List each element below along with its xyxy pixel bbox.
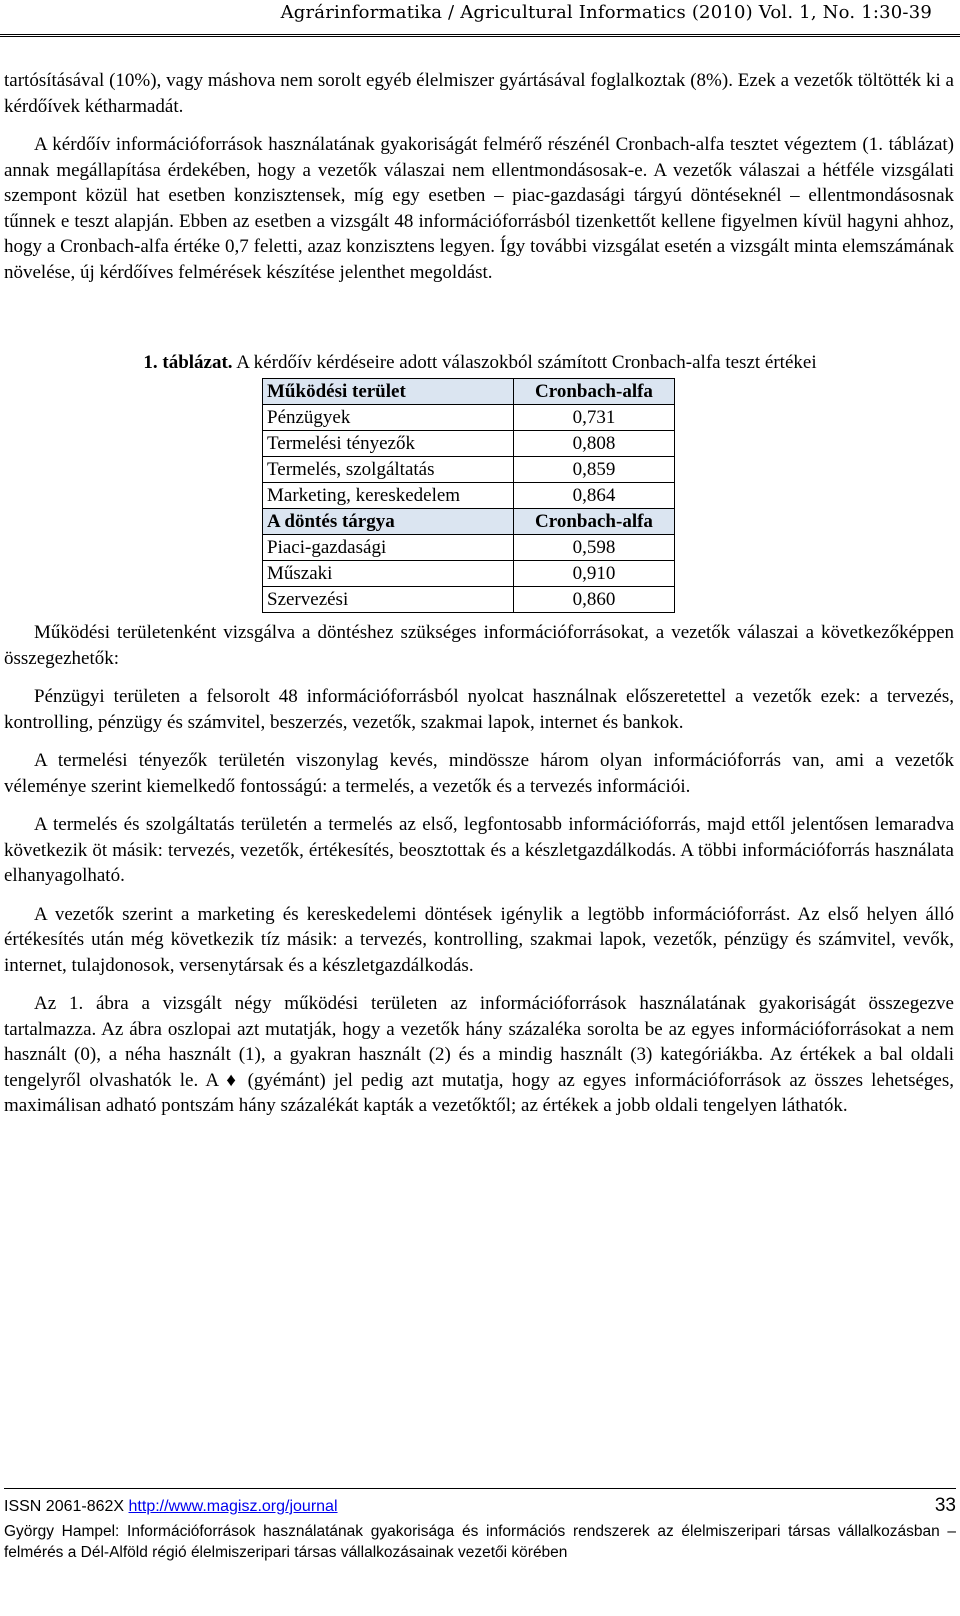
table-header-cell: A döntés tárgya [263,509,514,535]
table-cell: 0,910 [514,561,675,587]
table-row [263,535,675,561]
table-row [263,405,675,431]
page-footer [4,1495,956,1563]
table-row [263,483,675,509]
footer-divider [4,1488,956,1489]
paragraph: A termelési tényezők területén viszonylag kevés, mindössze három olyan információforrás van, ami a vezetők véleménye szerint kiemelkedő fontosságú: a termelés, a vezetők és a tervezés információi. [4,750,954,797]
paragraph: tartósításával (10%), vagy máshova nem sorolt egyéb élelmiszer gyártásával foglalkoztak (8%). Ezek a vezetők töltötték ki a kérdőívek kétharmadát. [4,70,954,117]
footer-issn-line [4,1495,956,1517]
table-cell: Piaci-gazdasági [263,535,514,561]
table-caption-text: A kérdőív kérdéseire adott válaszokból számított Cronbach-alfa teszt értékei [232,352,817,373]
cronbach-alpha-table [262,378,675,613]
table-cell: Marketing, kereskedelem [263,483,514,509]
table-cell: Szervezési [263,587,514,613]
table-header-row [263,379,675,405]
table-header-row [263,509,675,535]
header-divider [0,34,960,37]
table-cell: 0,864 [514,483,675,509]
table-row [263,587,675,613]
table-row [263,431,675,457]
table-header-cell: Cronbach-alfa [514,509,675,535]
table-cell: 0,808 [514,431,675,457]
running-header: Agrárinformatika / Agricultural Informatics (2010) Vol. 1, No. 1:30-39 [280,2,932,23]
paragraph: A kérdőív információforrások használatának gyakoriságát felmérő részénél Cronbach-alfa tesztet végeztem (1. táblázat) annak megállapítása érdekében, hogy a vezetők válaszai nem ellentmondásosak-e. A vezetők válaszai a hétféle vizsgálati szempont közül hat esetben konzisztensek, míg egy esetben – piac-gazdasági tárgyú döntéseknél – ellentmondásosnak tűnnek e teszt alapján. Ebben az esetben a vizsgált 48 információforrásból tizenkettőt kellene figyelmen kívül hagyni ahhoz, hogy a Cronbach-alfa értéke 0,7 feletti, azaz konzisztens legyen. Így további vizsgálat esetén a vizsgált minta elemszámának növelése, új kérdőíves felmérések készítése jelenthet megoldást. [4,134,954,283]
footer-issn: ISSN 2061-862X [4,1498,125,1515]
table-header-cell: Működési terület [263,379,514,405]
paragraph: Működési területenként vizsgálva a döntéshez szükséges információforrásokat, a vezetők válaszai a következőképpen összegezhetők: [4,622,954,669]
table-header-cell: Cronbach-alfa [514,379,675,405]
table-row [263,561,675,587]
table-cell: Pénzügyek [263,405,514,431]
table-cell: 0,859 [514,457,675,483]
journal-link[interactable]: http://www.magisz.org/journal [128,1498,338,1515]
table-cell: 0,860 [514,587,675,613]
paragraph: A termelés és szolgáltatás területén a termelés az első, legfontosabb információforrás, majd ettől jelentősen lemaradva következik öt másik: tervezés, vezetők, értékesítés, beosztottak és a készletgazdálkodás. A többi információforrás használata elhanyagolható. [4,814,954,886]
page-number: 33 [934,1495,956,1516]
footer-citation: György Hampel: Információforrások használatának gyakorisága és információs rendszerek az élelmiszeripari társas vállalkozásban – felmérés a Dél-Alföld régió élelmiszeripari társas vállalkozásainak vezetői körében [4,1523,956,1561]
paragraph: A vezetők szerint a marketing és kereskedelemi döntések igénylik a legtöbb információforrást. Az első helyen álló értékesítés után még következik tíz másik: a tervezés, kontrolling, szakmai lapok, vezetők, pénzügy és számvitel, vevők, internet, tulajdonosok, versenytársak és a készletgazdálkodás. [4,903,954,976]
footer-issn-group [4,1498,338,1516]
table-cell: Termelés, szolgáltatás [263,457,514,483]
table-caption-label: 1. táblázat. [143,352,233,373]
table-cell: Műszaki [263,561,514,587]
table-row [263,457,675,483]
table-caption [0,352,960,374]
table-cell: 0,731 [514,405,675,431]
body-text-top [4,68,954,298]
body-text-bottom [4,620,954,1132]
table-cell: 0,598 [514,535,675,561]
paragraph: Pénzügyi területen a felsorolt 48 információforrásból nyolcat használnak előszeretettel a vezetők ezek: a tervezés, kontrolling, pénzügy és számvitel, beszerzés, vezetők, szakmai lapok, internet és bankok. [4,686,954,733]
table-cell: Termelési tényezők [263,431,514,457]
paragraph: Az 1. ábra a vizsgált négy működési területen az információforrások használatának gyakoriságát összegezve tartalmazza. Az ábra oszlopai azt mutatják, hogy a vezetők hány százaléka sorolta be az egyes információforrásokat a nem használt (0), a néha használt (1), a gyakran használt (2) és a mindig használt (3) kategóriákba. Az értékek a bal oldali tengelyről olvashatók le. A ♦ (gyémánt) jel pedig azt mutatja, hogy az egyes információforrások az összes lehetséges, maximálisan adható pontszám hány százalékát kapták a vezetőktől; az értékek a jobb oldali tengelyen láthatók. [4,993,954,1116]
